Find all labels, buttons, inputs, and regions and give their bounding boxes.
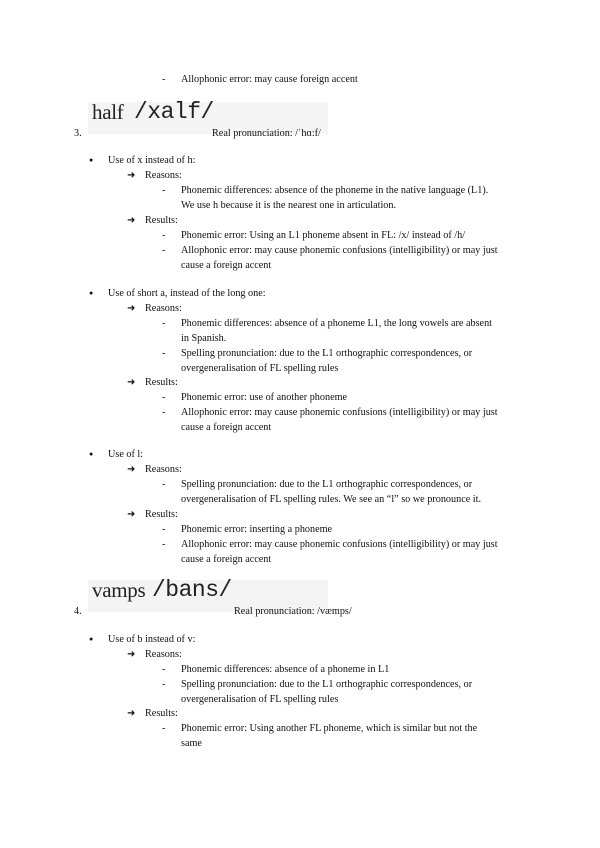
ipa-transcription: /xalf/ [134, 99, 214, 125]
section-number: 4. [74, 606, 82, 617]
real-pronunciation: Real pronunciation: /ˈhɑ:f/ [212, 128, 321, 139]
results-label: ➜ Results: [145, 375, 178, 390]
real-pronunciation: Real pronunciation: /væmps/ [234, 606, 352, 617]
list-item-continued: overgeneralisation of FL spelling rules [181, 363, 339, 374]
reasons-label: ➜ Reasons: [145, 168, 182, 183]
list-item: - Spelling pronunciation: due to the L1 orthographic correspondences, or [181, 477, 472, 492]
reasons-label: ➜ Reasons: [145, 301, 182, 316]
list-item: - Phonemic differences: absence of a phoneme L1, the long vowels are absent [181, 316, 492, 331]
list-item-continued: in Spanish. [181, 333, 227, 344]
list-item-continued: overgeneralisation of FL spelling rules [181, 694, 339, 705]
results-label: ➜ Results: [145, 507, 178, 522]
list-item: - Phonemic error: Using another FL phoneme, which is similar but not the [181, 721, 477, 736]
list-item-continued: overgeneralisation of FL spelling rules. We see an “l” so we pronounce it. [181, 494, 482, 505]
list-item: - Spelling pronunciation: due to the L1 orthographic correspondences, or [181, 346, 472, 361]
list-item: - Allophonic error: may cause foreign accent [181, 72, 358, 87]
list-item: - Allophonic error: may cause phonemic confusions (intelligibility) or may just [181, 537, 498, 552]
error-title: ● Use of b instead of v: [108, 632, 195, 647]
reasons-label: ➜ Reasons: [145, 647, 182, 662]
list-item: - Phonemic error: Using an L1 phoneme absent in FL: /x/ instead of /h/ [181, 228, 465, 243]
list-item: - Allophonic error: may cause phonemic confusions (intelligibility) or may just [181, 405, 498, 420]
list-item: - Phonemic differences: absence of the phoneme in the native language (L1). [181, 183, 488, 198]
list-item-continued: We use h because it is the nearest one in articulation. [181, 200, 397, 211]
error-title: ● Use of l: [108, 447, 143, 462]
list-item: - Allophonic error: may cause phonemic confusions (intelligibility) or may just [181, 243, 498, 258]
reasons-label: ➜ Reasons: [145, 462, 182, 477]
list-item: - Phonemic error: inserting a phoneme [181, 522, 332, 537]
list-item: - Phonemic differences: absence of a phoneme in L1 [181, 662, 389, 677]
list-item-continued: same [181, 738, 202, 749]
list-item-continued: cause a foreign accent [181, 260, 272, 271]
error-title: ● Use of x instead of h: [108, 153, 195, 168]
results-label: ➜ Results: [145, 706, 178, 721]
results-label: ➜ Results: [145, 213, 178, 228]
list-item: - Spelling pronunciation: due to the L1 orthographic correspondences, or [181, 677, 472, 692]
error-title: ● Use of short a, instead of the long one: [108, 286, 266, 301]
section-number: 3. [74, 128, 82, 139]
word: half [92, 100, 124, 124]
ipa-transcription: /bans/ [152, 577, 232, 603]
list-item: - Phonemic error: use of another phoneme [181, 390, 347, 405]
list-item-continued: cause a foreign accent [181, 422, 272, 433]
word: vamps [92, 578, 146, 602]
list-item-continued: cause a foreign accent [181, 554, 272, 565]
